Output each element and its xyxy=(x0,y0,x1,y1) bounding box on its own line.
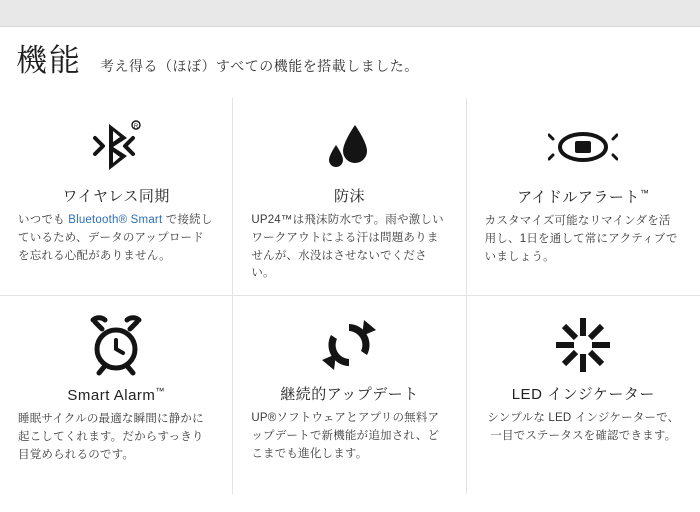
feature-card-continuous-updates xyxy=(233,296,466,494)
features-grid xyxy=(0,98,700,494)
feature-description: UP®ソフトウェアとアプリの無料アップデートで新機能が追加され、どこまでも進化します。 xyxy=(251,412,440,460)
feature-title xyxy=(485,188,682,207)
feature-title-text: Smart Alarm xyxy=(67,387,156,404)
browser-topbar xyxy=(0,0,700,27)
idle-alert-icon xyxy=(485,108,682,186)
feature-description: カスタマイズ可能なリマインダを活用し、1日を通して常にアクティブでいましょう。 xyxy=(484,215,678,263)
bluetooth-icon xyxy=(18,108,214,186)
feature-description xyxy=(18,212,214,265)
feature-card-wireless-sync xyxy=(0,98,233,296)
trademark-mark: ™ xyxy=(155,386,165,396)
page-header xyxy=(0,27,700,76)
feature-title: LED インジケーター xyxy=(511,386,655,403)
refresh-cycle-icon xyxy=(251,306,447,384)
feature-title: 防沫 xyxy=(333,188,365,205)
desc-text-post: で接続しているため、データのアップロードを忘れる心配がありません。 xyxy=(18,214,213,262)
feature-description: シンプルな LED インジケーターで、一目でステータスを確認できます。 xyxy=(487,412,680,442)
feature-card-splash-proof xyxy=(233,98,466,296)
feature-card-idle-alert xyxy=(467,98,700,296)
feature-title: 継続的アップデート xyxy=(280,386,419,403)
page-title: 機能 xyxy=(16,43,82,78)
feature-description: UP24™は飛沫防水です。雨や激しいワークアウトによる汗は問題ありませんが、水没はさせないでください。 xyxy=(251,214,444,280)
feature-card-smart-alarm xyxy=(0,296,233,494)
feature-card-led-indicator xyxy=(467,296,700,494)
feature-title xyxy=(18,386,214,405)
water-drop-icon xyxy=(251,108,447,186)
led-indicator-icon xyxy=(485,306,682,384)
page-subtitle: 考え得る（ほぼ）すべての機能を搭載しました。 xyxy=(100,58,419,74)
trademark-mark: ™ xyxy=(639,188,650,198)
alarm-clock-icon xyxy=(18,306,214,384)
feature-description: 睡眠サイクルの最適な瞬間に静かに起こしてくれます。だからすっきり目覚められるのです。 xyxy=(18,413,204,461)
feature-title: ワイヤレス同期 xyxy=(62,188,170,205)
bluetooth-smart-link[interactable]: Bluetooth® Smart xyxy=(68,214,163,226)
feature-title-text: アイドルアラート xyxy=(517,189,640,206)
desc-text-pre: いつでも xyxy=(18,214,69,226)
svg-text:R: R xyxy=(133,124,139,130)
